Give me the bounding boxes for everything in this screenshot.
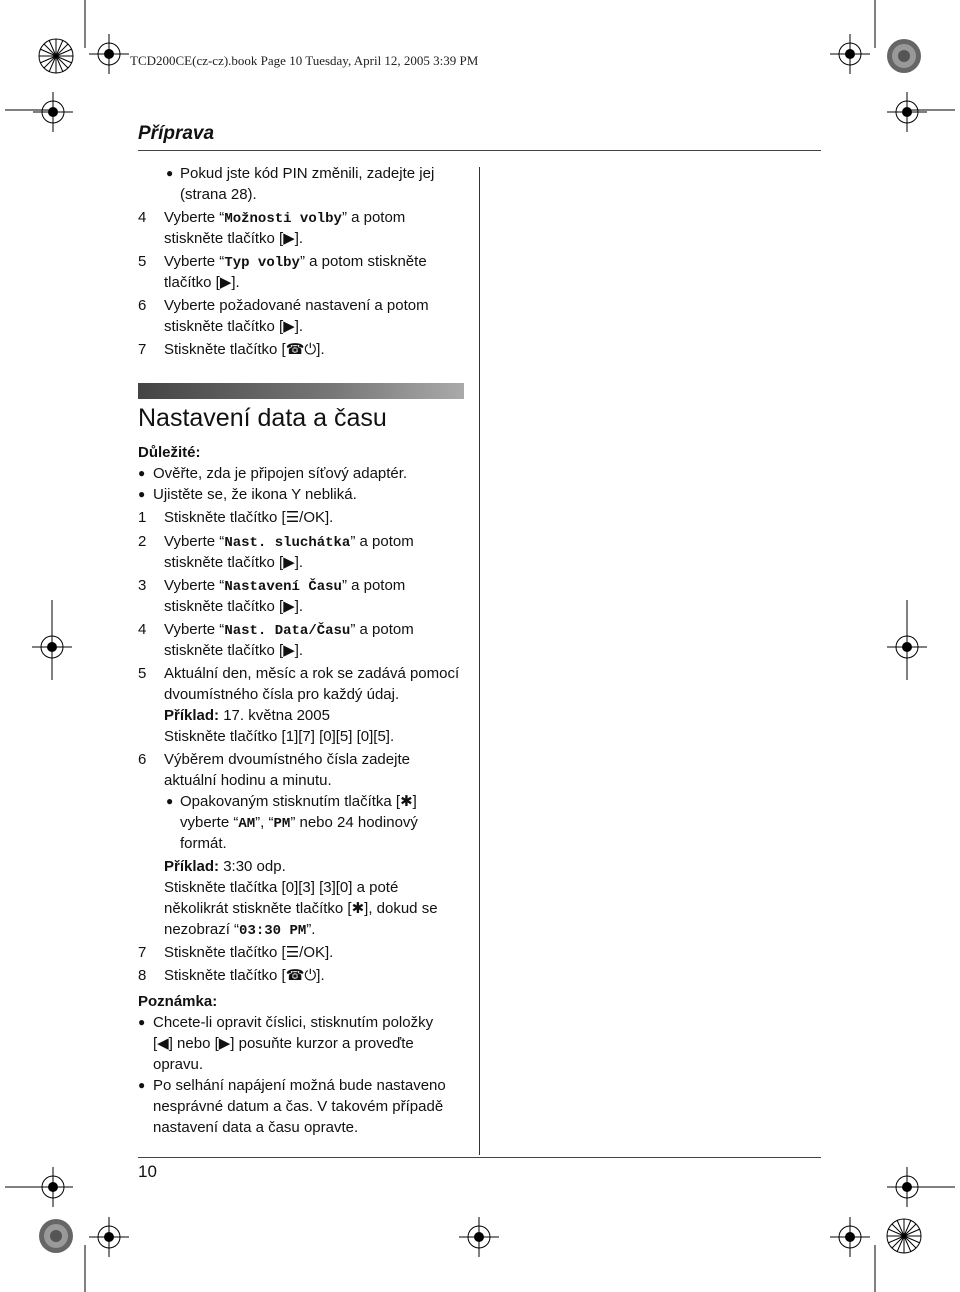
crosshair-mark-top-center-left xyxy=(89,34,129,74)
note-text: opravu. xyxy=(153,1056,204,1073)
step-number: 6 xyxy=(138,297,147,314)
print-slug-header: TCD200CE(cz-cz).book Page 10 Tuesday, April 12, 2005 3:39 PM xyxy=(130,53,479,68)
step-text: stiskněte tlačítko [▶]. xyxy=(164,318,304,335)
bullet-text: vyberte “AM”, “PM” nebo 24 hodinový xyxy=(180,814,418,832)
step-text: Vyberte požadované nastavení a potom xyxy=(164,297,429,314)
halftone-mark-bottom-left xyxy=(38,1218,74,1254)
step-text: Vyberte “Typ volby” a potom stiskněte xyxy=(164,253,427,271)
crosshair-mark-bottom-right xyxy=(887,1167,927,1207)
step-text: dvoumístného čísla pro každý údaj. xyxy=(164,686,400,703)
example-text: Příklad: 3:30 odp. xyxy=(164,858,286,875)
step-text: Stiskněte tlačítko [☎⏻]. xyxy=(164,341,325,358)
top-rule xyxy=(138,150,821,151)
key-sequence: Stiskněte tlačítka [0][3] [3][0] a poté xyxy=(164,879,399,896)
starburst-mark-bottom-right xyxy=(886,1218,922,1254)
crosshair-mark-bottom-left xyxy=(33,1167,73,1207)
example-text: Příklad: 17. května 2005 xyxy=(164,707,330,724)
crosshair-mark-bottom-center xyxy=(459,1217,499,1257)
crosshair-mark-bottom-center-left xyxy=(89,1217,129,1257)
key-sequence: několikrát stiskněte tlačítko [✱], dokud se xyxy=(164,900,438,917)
step-text: stiskněte tlačítko [▶]. xyxy=(164,554,304,571)
crosshair-mark-top-left xyxy=(33,92,73,132)
column-separator xyxy=(479,167,480,1155)
bullet-icon: ● xyxy=(138,1015,146,1029)
step-number: 8 xyxy=(138,967,147,984)
bullet-icon: ● xyxy=(138,487,146,501)
starburst-mark-top-left xyxy=(38,38,74,74)
step-number: 1 xyxy=(138,509,147,526)
page-heading: Nastavení data a času xyxy=(138,404,387,432)
step-number: 4 xyxy=(138,621,147,638)
key-sequence: nezobrazí “03:30 PM”. xyxy=(164,921,316,939)
step-number: 7 xyxy=(138,341,147,358)
step-text: Stiskněte tlačítko [☎⏻]. xyxy=(164,967,325,984)
important-text: Ujistěte se, že ikona Y nebliká. xyxy=(153,486,357,503)
note-label: Poznámka: xyxy=(138,993,218,1010)
step-number: 4 xyxy=(138,209,147,226)
step-number: 5 xyxy=(138,253,147,270)
note-text: nastavení data a času opravte. xyxy=(153,1119,359,1136)
crosshair-mark-mid-left xyxy=(32,627,72,667)
bottom-rule xyxy=(138,1157,821,1158)
halftone-mark-top-right xyxy=(886,38,922,74)
step-text: stiskněte tlačítko [▶]. xyxy=(164,642,304,659)
step-text: stiskněte tlačítko [▶]. xyxy=(164,230,304,247)
bullet-text: Opakovaným stisknutím tlačítka [✱] xyxy=(180,793,417,810)
note-text: Chcete-li opravit číslici, stisknutím položky xyxy=(153,1014,434,1031)
bullet-icon: ● xyxy=(138,466,146,480)
important-label: Důležité: xyxy=(138,444,201,461)
page-number: 10 xyxy=(138,1162,157,1181)
step-text: Aktuální den, měsíc a rok se zadává pomocí xyxy=(164,665,460,682)
crosshair-mark-mid-right xyxy=(887,627,927,667)
note-text: [◀] nebo [▶] posuňte kurzor a proveďte xyxy=(153,1035,414,1052)
crosshair-mark-bottom-center-right xyxy=(830,1217,870,1257)
crosshair-mark-top-center-right xyxy=(830,34,870,74)
heading-gradient-bar xyxy=(138,383,464,399)
step-text: Vyberte “Možnosti volby” a potom xyxy=(164,209,406,227)
note-text: Po selhání napájení možná bude nastaveno xyxy=(153,1077,446,1094)
step-number: 2 xyxy=(138,533,147,550)
key-sequence: Stiskněte tlačítko [1][7] [0][5] [0][5]. xyxy=(164,728,395,745)
step-text: Stiskněte tlačítko [☰/OK]. xyxy=(164,509,334,526)
step-number: 6 xyxy=(138,751,147,768)
important-text: Ověřte, zda je připojen síťový adaptér. xyxy=(153,465,408,482)
step-text: Vyberte “Nast. sluchátka” a potom xyxy=(164,533,414,551)
step-text: Vyberte “Nast. Data/Času” a potom xyxy=(164,621,414,639)
crosshair-mark-top-right xyxy=(887,92,927,132)
step-text: Výběrem dvoumístného čísla zadejte xyxy=(164,751,410,768)
step-number: 3 xyxy=(138,577,147,594)
section-title: Příprava xyxy=(138,123,215,144)
bullet-text: formát. xyxy=(180,835,227,852)
step-text: Stiskněte tlačítko [☰/OK]. xyxy=(164,944,334,961)
step-text: aktuální hodinu a minutu. xyxy=(164,772,332,789)
step-text: tlačítko [▶]. xyxy=(164,274,240,291)
bullet-text: (strana 28). xyxy=(180,186,257,203)
note-text: nesprávné datum a čas. V takovém případě xyxy=(153,1098,444,1115)
step-number: 7 xyxy=(138,944,147,961)
bullet-icon: ● xyxy=(166,166,174,180)
bullet-text: Pokud jste kód PIN změnili, zadejte jej xyxy=(180,165,435,182)
step-number: 5 xyxy=(138,665,147,682)
bullet-icon: ● xyxy=(166,794,174,808)
bullet-icon: ● xyxy=(138,1078,146,1092)
step-text: stiskněte tlačítko [▶]. xyxy=(164,598,304,615)
step-text: Vyberte “Nastavení Času” a potom xyxy=(164,577,406,595)
